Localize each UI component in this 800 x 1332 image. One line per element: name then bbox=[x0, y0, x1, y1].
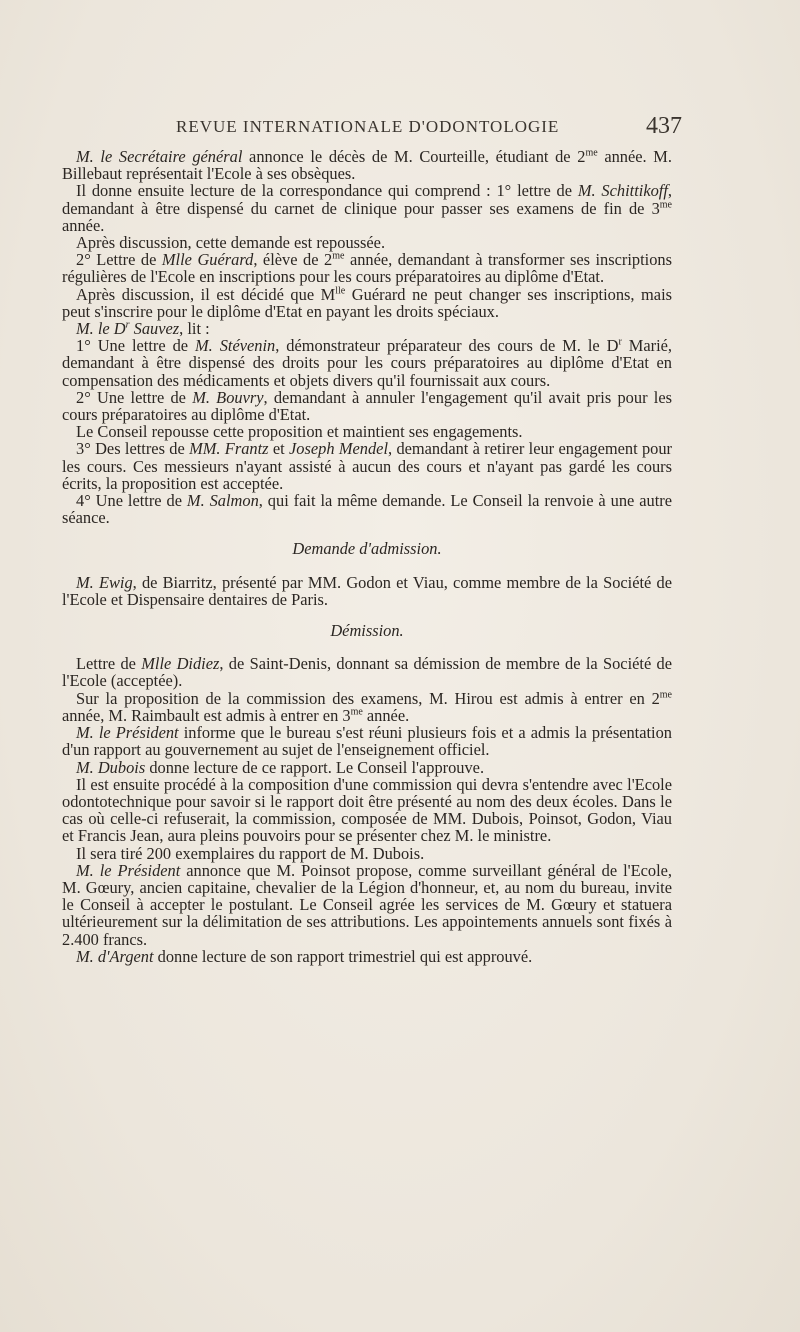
text-run: Après discussion, il est décidé que M bbox=[76, 284, 336, 304]
superscript: r bbox=[125, 319, 130, 331]
section-heading: Demande d'admission. bbox=[292, 539, 442, 559]
superscript: me bbox=[659, 199, 672, 211]
italic-text: Mlle Didiez bbox=[141, 654, 220, 674]
paragraph bbox=[62, 286, 672, 320]
italic-text: M. Dubois bbox=[76, 757, 146, 777]
text-run: 2° Une lettre de bbox=[76, 387, 193, 407]
section-heading: Démission. bbox=[330, 621, 404, 641]
paragraph bbox=[62, 948, 672, 965]
paragraph bbox=[62, 320, 672, 337]
paragraph bbox=[62, 492, 672, 526]
page-number: 437 bbox=[646, 113, 682, 139]
text-run: 2° Lettre de bbox=[76, 250, 162, 270]
text-run: , qui fait la même demande. Le Conseil la renvoie à une autre séance. bbox=[62, 491, 672, 528]
text-run: 1° Une lettre de bbox=[76, 336, 195, 356]
paragraph bbox=[62, 690, 672, 724]
text-run: Il est ensuite procédé à la composition d'une commission qui devra s'entendre avec l'Ecole odontotechnique pour savoir si le rapport doit être présenté au nom des deux écoles. Dans le cas où celle-ci refuserait, la commission, composée de MM. Dubois, Poinsot, Godon, Viau et Francis Jean, aura pleins pouvoirs pour se présenter chez M. le ministre. bbox=[62, 774, 672, 846]
text-run: , demandant à retirer leur engagement pour les cours. Ces messieurs n'ayant assisté à aucun des cours et n'ayant pas gardé les cours écrits, la proposition est acceptée. bbox=[62, 439, 672, 493]
paragraph bbox=[62, 862, 672, 948]
text-run: , demandant à annuler l'engagement qu'il avait pris pour les cours préparatoires au diplôme d'Etat. bbox=[62, 387, 672, 425]
paragraph bbox=[62, 182, 672, 234]
text-run: Guérard ne peut changer ses inscriptions, mais peut s'inscrire pour le diplôme d'Etat en payant les droits spéciaux. bbox=[62, 284, 673, 321]
text-run: année. bbox=[62, 215, 105, 235]
text-run: annonce le décès de M. Courteille, étudiant de 2 bbox=[242, 147, 586, 166]
text-run: Lettre de bbox=[76, 654, 142, 674]
text-run: année. M. Billebaut représentait l'Ecole à ses obsèques. bbox=[62, 147, 672, 184]
text-run: Après discussion, cette demande est repoussée. bbox=[76, 233, 386, 253]
text-run: année. bbox=[362, 705, 410, 725]
paragraph bbox=[62, 251, 672, 285]
text-run: Il donne ensuite lecture de la correspondance qui comprend : 1° lettre de bbox=[76, 181, 578, 201]
italic-text: MM. Frantz bbox=[189, 439, 269, 459]
italic-text: Sauvez bbox=[129, 319, 180, 339]
text-run: 4° Une lettre de bbox=[76, 491, 187, 511]
italic-text: M. Schittikoff bbox=[577, 181, 668, 201]
paragraph bbox=[62, 655, 672, 689]
paragraph bbox=[62, 724, 672, 758]
italic-text: M. Salmon bbox=[186, 491, 259, 511]
paragraph bbox=[62, 845, 672, 862]
text-run: , démonstrateur préparateur des cours de M. le D bbox=[275, 336, 619, 356]
text-run: , demandant à être dispensé du carnet de clinique pour passer ses examens de fin de 3 bbox=[62, 181, 673, 218]
superscript: me bbox=[350, 706, 363, 718]
paragraph bbox=[62, 234, 672, 251]
superscript: lle bbox=[335, 285, 346, 297]
paragraph bbox=[62, 574, 672, 608]
text-run: 3° Des lettres de bbox=[76, 439, 190, 459]
text-run: année, M. Raimbault est admis à entrer en 3 bbox=[62, 705, 351, 725]
italic-text: M. Bouvry bbox=[192, 387, 264, 407]
text-run: , de Saint-Denis, donnant sa démission de membre de la Société de l'Ecole (acceptée). bbox=[62, 654, 673, 691]
italic-text: Mlle Guérard bbox=[161, 250, 254, 270]
text-run: Marié, demandant à être dispensé des droits pour les cours préparatoires au diplôme d'Etat en compensation des médicaments et objets divers qu'il fournissait aux cours. bbox=[62, 336, 672, 390]
italic-text: M. le Secrétaire général bbox=[76, 147, 243, 166]
text-run: annonce que M. Poinsot propose, comme surveillant général de l'Ecole, M. Gœury, ancien capitaine, chevalier de la Légion d'honneur, et, au nom du bureau, invite le Conseil à accepter le postulant. Le Conseil agrée les services de M. Gœury et statuera ultérieurement sur la délimitation de ses attributions. Les appointements annuels sont fixés à 2.400 francs. bbox=[62, 860, 672, 949]
italic-text: M. le Président bbox=[76, 860, 181, 880]
italic-text: M. d'Argent bbox=[76, 946, 154, 966]
text-run: Sur la proposition de la commission des examens, M. Hirou est admis à entrer en 2 bbox=[76, 688, 660, 708]
text-run: , lit : bbox=[179, 319, 210, 339]
text-run: Le Conseil repousse cette proposition et maintient ses engagements. bbox=[76, 422, 523, 442]
text-run: , de Biarritz, présenté par MM. Godon et Viau, comme membre de la Société de l'Ecole et Dispensaire dentaires de Paris. bbox=[62, 572, 672, 609]
paragraph bbox=[62, 148, 672, 182]
running-title: REVUE INTERNATIONALE D'ODONTOLOGIE bbox=[176, 117, 560, 136]
article-body bbox=[62, 148, 672, 965]
superscript: me bbox=[659, 689, 672, 701]
text-run: donne lecture de son rapport trimestriel qui est approuvé. bbox=[153, 946, 533, 966]
text-run: et bbox=[268, 439, 290, 459]
italic-text: M. le D bbox=[76, 319, 126, 339]
paragraph bbox=[62, 440, 672, 492]
italic-text: Joseph Mendel bbox=[289, 439, 389, 459]
page-header bbox=[62, 113, 682, 143]
text-run: donne lecture de ce rapport. Le Conseil l'approuve. bbox=[145, 757, 485, 777]
italic-text: M. Ewig bbox=[76, 572, 133, 592]
superscript: r bbox=[618, 336, 622, 348]
italic-text: M. le Président bbox=[76, 723, 179, 743]
text-run: année, demandant à transformer ses inscriptions régulières de l'Ecole en inscriptions pour les cours préparatoires au diplôme d'Etat. bbox=[62, 250, 672, 287]
superscript: me bbox=[585, 147, 598, 159]
text-run: Il sera tiré 200 exemplaires du rapport de M. Dubois. bbox=[76, 843, 425, 863]
paragraph bbox=[62, 776, 672, 845]
superscript: me bbox=[332, 250, 345, 262]
text-run: , élève de 2 bbox=[253, 250, 333, 270]
text-run: informe que le bureau s'est réuni plusieurs fois et a admis la présentation d'un rapport au gouvernement au sujet de l'enseignement officiel. bbox=[62, 723, 672, 760]
paragraph bbox=[62, 389, 672, 423]
paragraph bbox=[62, 337, 672, 389]
italic-text: M. Stévenin bbox=[195, 336, 276, 356]
paragraph bbox=[62, 423, 672, 440]
paragraph bbox=[62, 759, 672, 776]
